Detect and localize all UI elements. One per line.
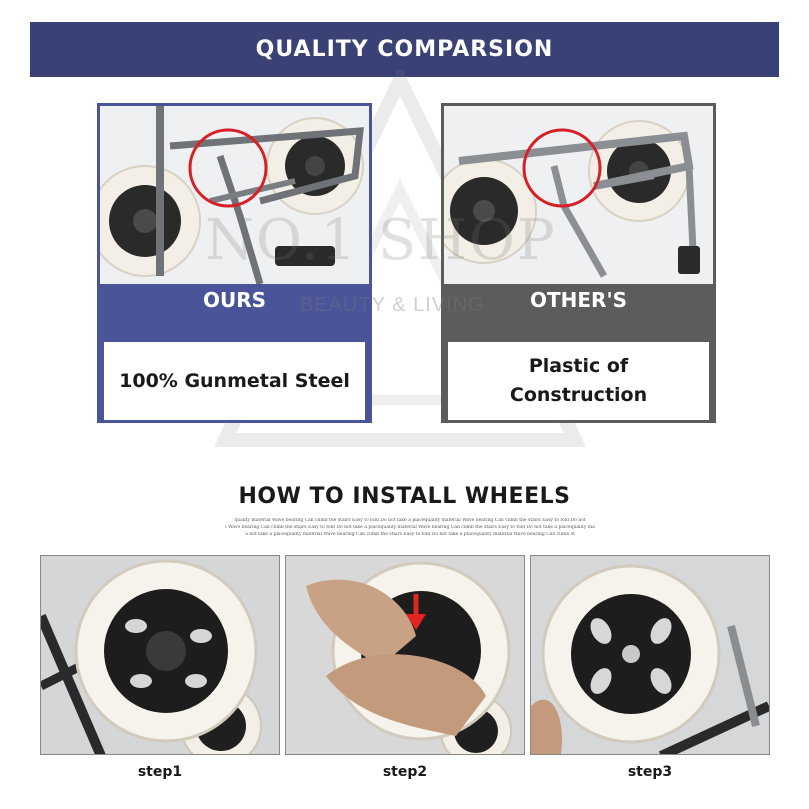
- watermark-brand: NO.1 SHOP: [205, 208, 557, 273]
- step3-photo: [530, 555, 770, 755]
- fine-print-line: l Wave bearing Can climb the stairs Easy to fold Do not take a placequality material Wave bearing Can climb the stairs Easy to fold Do not take a placequality ma: [225, 525, 595, 530]
- ours-label: OURS: [202, 288, 267, 312]
- install-title: HOW TO INSTALL WHEELS: [238, 484, 571, 509]
- others-description: Plastic of Construction: [509, 355, 648, 406]
- others-frame-photo: [444, 106, 713, 284]
- ours-description: 100% Gunmetal Steel: [119, 369, 350, 392]
- ours-description-box: [104, 342, 365, 420]
- ours-frame-photo: [100, 106, 369, 284]
- comparison-card-ours: [97, 103, 372, 423]
- others-description-box: [448, 342, 709, 420]
- step3-label: step3: [627, 764, 673, 780]
- watermark-tagline: BEAUTY & LIVING: [300, 294, 485, 316]
- header-banner: [30, 22, 779, 77]
- step2-label: step2: [382, 764, 428, 780]
- fine-print-line: quality material Wave bearing Can climb the stairs Easy to fold Do not take a placequality material Wave bearing Can climb the stairs Easy to fold Do not: [234, 518, 586, 523]
- others-label: OTHER'S: [530, 288, 627, 312]
- step2-photo: [285, 555, 525, 755]
- step1-label: step1: [137, 764, 183, 780]
- page-title: QUALITY COMPARSION: [255, 37, 554, 62]
- fine-print-line: a not take a placequality material Wave bearing Can climb the stairs Easy to fold Do not take a placequality material Wave bearing Can climb st: [245, 532, 575, 537]
- comparison-card-others: [441, 103, 716, 423]
- step1-photo: [40, 555, 280, 755]
